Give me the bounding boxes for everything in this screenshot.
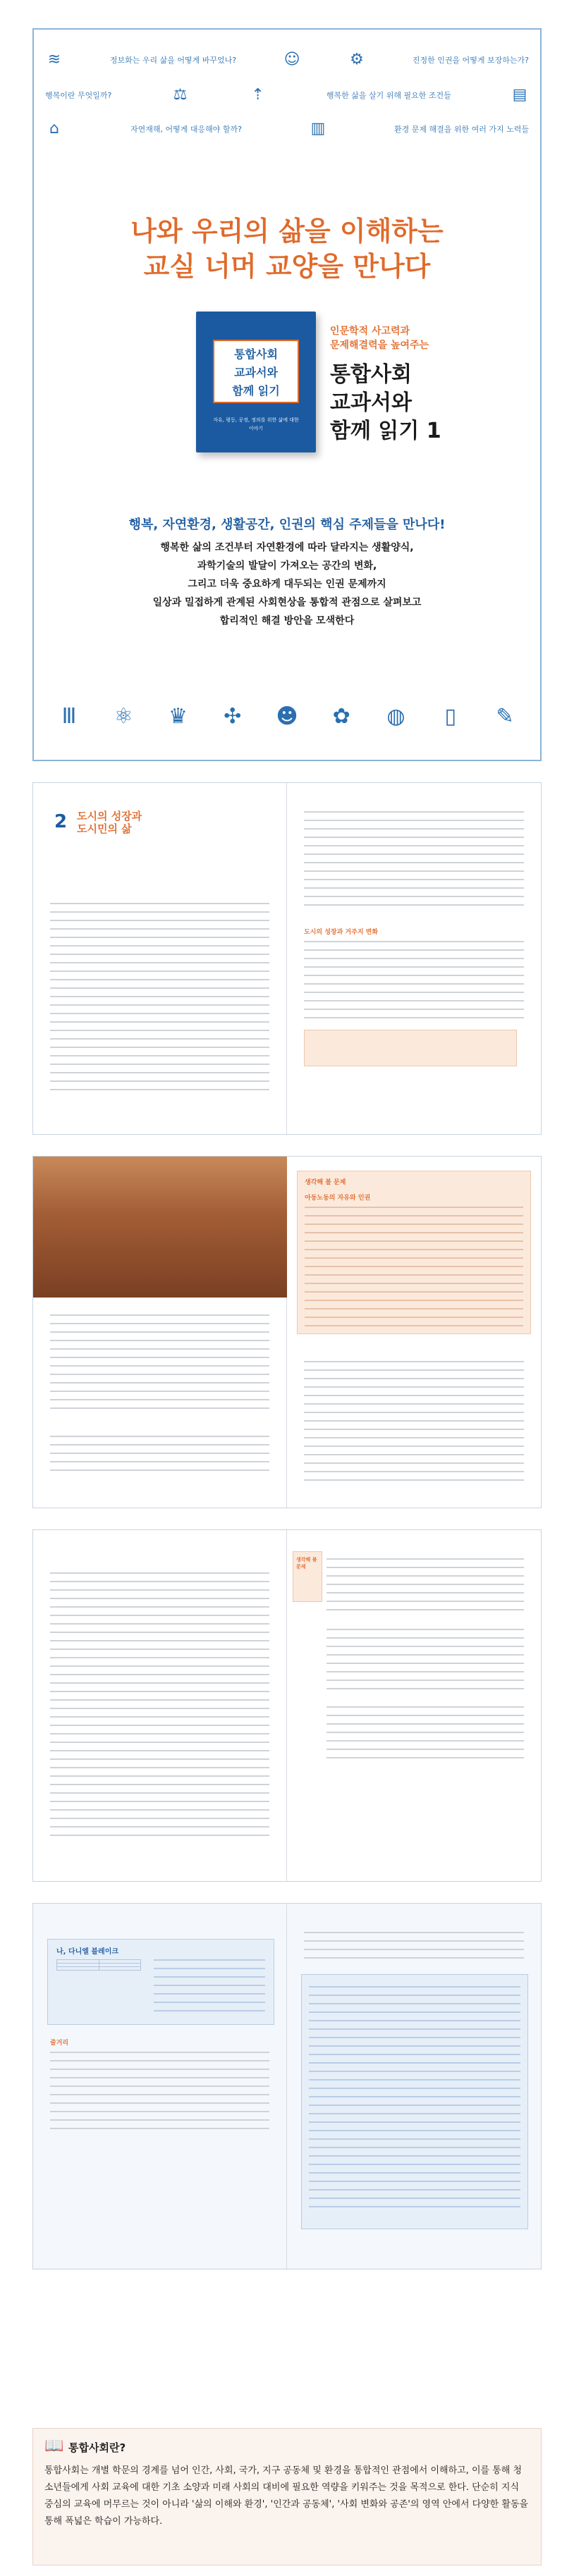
icon-caption: 진정한 인권을 어떻게 보장하는가? [412, 56, 529, 65]
desc-line: 그리고 더욱 중요하게 대두되는 인권 문제까지 [188, 579, 386, 590]
note-box [304, 1030, 517, 1066]
chapter-title-line: 도시의 성장과 [77, 810, 142, 822]
desc-line: 과학기술의 발달이 가져오는 공간의 변화, [197, 560, 377, 572]
desc-line: 합리적인 해결 방안을 모색한다 [219, 615, 355, 627]
body-text [50, 1436, 269, 1478]
left-page [33, 1157, 287, 1508]
body-text [304, 811, 524, 910]
subtitle-line: 문제해결력을 높여주는 [330, 340, 429, 351]
bottom-icon-row [55, 703, 519, 731]
book-cover-line: 교과서와 [234, 366, 278, 379]
book-spread-1 [32, 782, 542, 1135]
headline-2: 교실 너머 교양을 만나다 [143, 251, 431, 282]
box-text [309, 1986, 520, 2212]
table-cell [99, 1967, 141, 1971]
box-title: 생각해 볼 문제 [305, 1179, 346, 1186]
movie-info-table [56, 1959, 141, 1971]
info-title: 통합사회란? [68, 2441, 126, 2454]
icon-caption: 환경 문제 해결을 위한 여러 가지 노력들 [393, 125, 529, 134]
question-list [326, 1629, 524, 1692]
description [76, 538, 498, 630]
box-text [305, 1207, 523, 1326]
book-cover-caption: 자유, 평등, 공정, 정의를 위한 삶에 대한 이야기 [213, 417, 299, 431]
book-cover-title [213, 340, 299, 403]
body-text [50, 1572, 269, 1840]
book-spread-4 [32, 1903, 542, 2269]
movie-card [47, 1939, 274, 2025]
title-line: 교과서와 [330, 390, 412, 415]
info-text: 통합사회는 개별 학문의 경계를 넘어 인간, 사회, 국가, 지구 공동체 및 환경을 통합적인 관점에서 이해하고, 이를 통해 청소년들에게 사회 교육에 대한 기초 소양과 미래 사회의 대비에 필요한 역량을 키워주는 것을 목적으로 한다. 단순히 지식 중심의 교육에 머무르는 것이 아니라 '삶의 이해와 환경', '인간과 공동체', '사회 변화와 공존'의 영역 안에서 다양한 활동을 통해 폭넓은 학습이 가능하다. [44, 2465, 529, 2527]
book-title [330, 361, 441, 445]
left-page [33, 1904, 287, 2269]
building-icon: ⌂ [49, 120, 59, 137]
box-label: 아동노동의 자유와 인권 [305, 1195, 371, 1202]
discussion-box [301, 1974, 528, 2229]
right-page [287, 783, 541, 1134]
table-cell [57, 1967, 99, 1971]
balance-icon: ⚖ [173, 86, 188, 104]
question-list [326, 1558, 524, 1615]
title-line: 통합사회 [330, 362, 412, 387]
palette-icon: ✎ [496, 704, 514, 729]
icon-caption: 자연재해, 어떻게 대응해야 할까? [130, 125, 242, 134]
book-cover [196, 312, 316, 452]
right-page [287, 1530, 541, 1881]
icon-row-2 [45, 86, 529, 104]
desc-line: 행복한 삶의 조건부터 자연환경에 따라 달라지는 생활양식, [160, 542, 414, 553]
presentation-icon: ▤ [512, 86, 527, 104]
icon-row-1 [45, 51, 529, 69]
body-text [50, 1314, 269, 1413]
network-icon: ✣ [224, 704, 242, 729]
book-subtitle [330, 324, 429, 352]
chapter-number: 2 [54, 811, 68, 832]
book-spread-3 [32, 1529, 542, 1882]
icon-caption: 행복이란 무엇일까? [45, 91, 112, 100]
intro-panel [32, 28, 542, 761]
chapter-title-line: 도시민의 삶 [77, 822, 132, 835]
book-cover-line: 함께 읽기 [232, 384, 280, 398]
title-line: 함께 읽기 1 [330, 419, 441, 443]
subtitle-line: 인문학적 사고력과 [330, 326, 410, 337]
city-icon: ▥ [310, 120, 326, 137]
topic-line: 행복, 자연환경, 생활공간, 인권의 핵심 주제들을 만나다! [128, 517, 446, 532]
tab-title: 생각해 볼 문제 [296, 1557, 317, 1570]
desc-line: 일상과 밀접하게 관계된 사회현상을 통합적 관점으로 살펴보고 [152, 597, 422, 608]
book-icon: 📖 [44, 2437, 64, 2455]
left-page [33, 1530, 287, 1881]
info-box [32, 2428, 542, 2565]
icon-caption: 행복한 삶을 살기 위해 필요한 조건들 [326, 91, 451, 100]
pillar-icon: Ⅲ [61, 704, 77, 729]
body-text [50, 2052, 269, 2129]
movie-title: 나, 다니엘 블레이크 [56, 1948, 119, 1956]
body-text [50, 903, 269, 1093]
growth-icon: ⇡ [251, 86, 264, 104]
headline-1: 나와 우리의 삶을 이해하는 [130, 216, 444, 247]
discussion-box [297, 1171, 531, 1334]
icon-caption: 정보화는 우리 삶을 어떻게 바꾸었나? [109, 56, 237, 65]
people-icon: ☺ [283, 51, 300, 68]
globe-icon: ◍ [386, 704, 405, 729]
body-text [304, 1361, 524, 1481]
question-list [326, 1706, 524, 1763]
waves-icon: ≋ [47, 51, 61, 68]
book-icon: ▯ [444, 704, 456, 729]
right-page [287, 1904, 541, 2269]
atom-icon: ⚛ [114, 704, 133, 729]
gear-icon: ⚙ [350, 51, 364, 68]
discussion-tab [293, 1551, 322, 1602]
right-page [287, 1157, 541, 1508]
icon-row-3 [45, 120, 529, 138]
heads-icon: ☻ [276, 704, 298, 729]
body-text [304, 1932, 524, 1960]
chapter-title [77, 810, 142, 835]
trophy-icon: ♛ [169, 704, 188, 729]
brain-icon: ✿ [332, 704, 350, 729]
book-spread-2 [32, 1156, 542, 1508]
brick-workers-photo [33, 1157, 287, 1298]
body-text [304, 941, 524, 1018]
book-cover-line: 통합사회 [234, 347, 278, 361]
left-page [33, 783, 287, 1134]
movie-synopsis [154, 1959, 265, 2016]
section-label: 도시의 성장과 거주지 변화 [304, 929, 379, 936]
section-label: 줄거리 [50, 2040, 69, 2047]
